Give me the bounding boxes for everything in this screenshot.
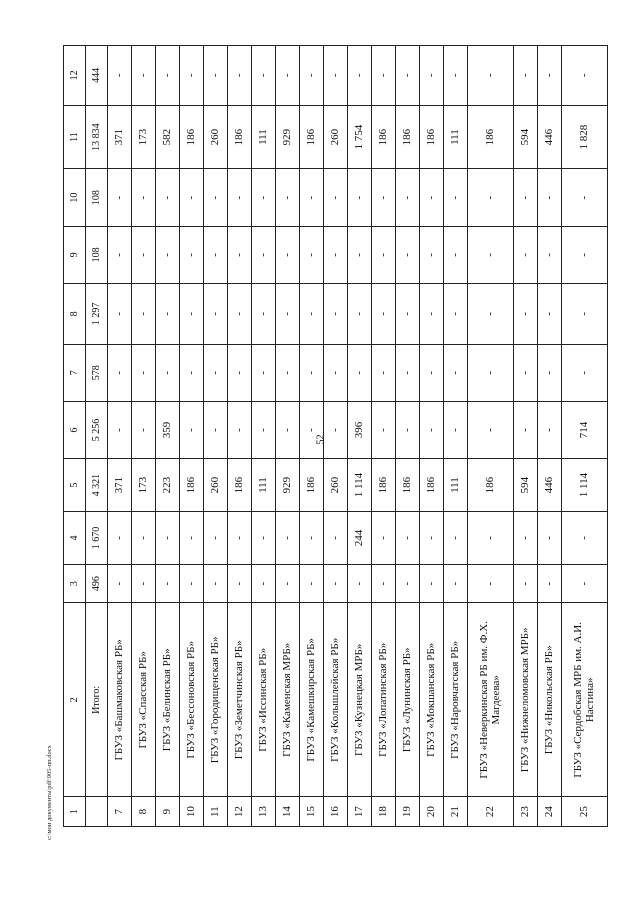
table-row (323, 46, 347, 827)
table-cell: 3 (64, 564, 86, 603)
table-cell: 14 (275, 797, 299, 827)
table-cell: - (323, 344, 347, 401)
table-cell: 108 (85, 169, 107, 226)
table-cell: 21 (443, 797, 467, 827)
table-cell: - (251, 226, 275, 283)
table-cell: - (203, 512, 227, 565)
table-cell: - (203, 564, 227, 603)
table-cell: - (561, 169, 607, 226)
organization-name-cell: ГБУЗ «Колышлейская РБ» (323, 603, 347, 797)
allocation-table (63, 45, 608, 827)
table-row (467, 46, 513, 827)
table-cell: - (537, 564, 561, 603)
table-cell: 24 (537, 797, 561, 827)
table-cell: - (131, 344, 155, 401)
table-cell: - (467, 226, 513, 283)
table-cell: 186 (299, 459, 323, 512)
organization-name-cell: ГБУЗ «Иссинская РБ» (251, 603, 275, 797)
table-cell: 396 (347, 401, 371, 458)
table-cell: 1 828 (561, 105, 607, 169)
table-cell: 594 (513, 105, 537, 169)
table-cell: 260 (203, 459, 227, 512)
table-cell: - (275, 284, 299, 345)
table-cell: - (203, 226, 227, 283)
table-cell: 582 (155, 105, 179, 169)
table-cell: - (251, 564, 275, 603)
table-cell: - (467, 344, 513, 401)
table-cell: - (443, 169, 467, 226)
organization-name-cell: 2 (64, 603, 86, 797)
table-cell: - (179, 344, 203, 401)
table-cell: - (347, 284, 371, 345)
table-row (513, 46, 537, 827)
table-row (275, 46, 299, 827)
table-cell: 186 (371, 459, 395, 512)
table-cell: 12 (64, 46, 86, 106)
table-cell: - (107, 169, 131, 226)
table-cell: 108 (85, 226, 107, 283)
table-cell: - (203, 169, 227, 226)
table-cell: - (347, 564, 371, 603)
table-cell: - (467, 564, 513, 603)
table-cell: - (179, 564, 203, 603)
table-cell: - (131, 284, 155, 345)
table-cell: - (131, 169, 155, 226)
table-cell: - (395, 226, 419, 283)
table-cell: 223 (155, 459, 179, 512)
table-cell: - (419, 401, 443, 458)
table-cell: - (513, 344, 537, 401)
organization-name-cell: ГБУЗ «Наровчатская РБ» (443, 603, 467, 797)
table-cell: 186 (467, 459, 513, 512)
table-cell: 7 (107, 797, 131, 827)
table-cell: - (537, 169, 561, 226)
table-cell: - (419, 226, 443, 283)
table-cell: 186 (419, 105, 443, 169)
table-cell: - (131, 564, 155, 603)
table-cell: 594 (513, 459, 537, 512)
table-cell: - (299, 284, 323, 345)
table-cell: - (179, 512, 203, 565)
table-cell: 17 (347, 797, 371, 827)
table-cell: - (395, 284, 419, 345)
table-cell: - (275, 344, 299, 401)
table-cell: - (227, 226, 251, 283)
table-cell: 371 (107, 105, 131, 169)
table-cell: - (203, 284, 227, 345)
table-cell: 10 (179, 797, 203, 827)
organization-name-cell: ГБУЗ «Сердобская МРБ им. А.И. Настина» (561, 603, 607, 797)
table-cell: - (371, 284, 395, 345)
table-cell: 7 (64, 344, 86, 401)
table-cell: 186 (227, 459, 251, 512)
table-cell: - (251, 46, 275, 106)
table-cell: - (299, 46, 323, 106)
table-cell: - (299, 512, 323, 565)
table-row (419, 46, 443, 827)
table-cell: 446 (537, 459, 561, 512)
table-cell: - (251, 169, 275, 226)
table-cell: - (443, 401, 467, 458)
table-cell: 260 (323, 105, 347, 169)
table-cell: - (323, 169, 347, 226)
header-row (64, 46, 86, 827)
table-cell: - (513, 401, 537, 458)
organization-name-cell: ГБУЗ «Каменская МРБ» (275, 603, 299, 797)
table-cell: 186 (419, 459, 443, 512)
table-cell: 186 (179, 459, 203, 512)
table-cell: - (419, 46, 443, 106)
organization-name-cell: ГБУЗ «Лопатинская РБ» (371, 603, 395, 797)
table-cell: 12 (227, 797, 251, 827)
table-cell: 186 (179, 105, 203, 169)
table-cell: - (419, 344, 443, 401)
table-cell: 11 (64, 105, 86, 169)
table-cell: - (275, 564, 299, 603)
table-cell: - (299, 344, 323, 401)
table-cell: 578 (85, 344, 107, 401)
table-cell: 111 (251, 105, 275, 169)
table-cell: - (227, 564, 251, 603)
table-cell: - (275, 46, 299, 106)
table-cell: - (323, 226, 347, 283)
table-cell: - (513, 284, 537, 345)
table-cell: - (371, 344, 395, 401)
table-cell: - (131, 46, 155, 106)
table-cell: - (395, 169, 419, 226)
table-cell: 13 834 (85, 105, 107, 169)
table-cell: - (371, 226, 395, 283)
table-cell: 260 (203, 105, 227, 169)
table-cell: 8 (64, 284, 86, 345)
table-cell: - (347, 46, 371, 106)
organization-name-cell: ГБУЗ «Неверкинская РБ им. Ф.Х. Магдеева» (467, 603, 513, 797)
organization-name-cell: ГБУЗ «Кузнецкая МРБ» (347, 603, 371, 797)
table-cell: - (467, 401, 513, 458)
table-cell: - (347, 226, 371, 283)
table-cell: - (179, 169, 203, 226)
table-cell: - (299, 226, 323, 283)
table-cell: - (251, 284, 275, 345)
table-cell: - (107, 46, 131, 106)
table-cell: - (107, 284, 131, 345)
table-cell: 186 (371, 105, 395, 169)
table-cell: - (107, 564, 131, 603)
table-cell: 111 (443, 105, 467, 169)
table-row (443, 46, 467, 827)
table-cell: - (513, 46, 537, 106)
table-cell: - (467, 512, 513, 565)
table-row (537, 46, 561, 827)
table-cell: 9 (155, 797, 179, 827)
table-cell: - (227, 169, 251, 226)
table-cell: - (513, 564, 537, 603)
table-cell (85, 797, 107, 827)
table-cell: - (371, 169, 395, 226)
table-cell: - (275, 401, 299, 458)
table-cell: - (107, 512, 131, 565)
table-cell: 244 (347, 512, 371, 565)
table-cell: - (323, 512, 347, 565)
table-cell: 714 (561, 401, 607, 458)
table-cell: 23 (513, 797, 537, 827)
table-cell: 4 321 (85, 459, 107, 512)
table-cell: - (203, 401, 227, 458)
table-row (347, 46, 371, 827)
table-cell: 22 (467, 797, 513, 827)
table-cell: - (155, 169, 179, 226)
table-cell: - (227, 344, 251, 401)
table-cell: 6 (64, 401, 86, 458)
table-cell: - (203, 344, 227, 401)
table-cell: 929 (275, 105, 299, 169)
table-cell: 16 (323, 797, 347, 827)
table-cell: 5 256 (85, 401, 107, 458)
table-cell: - (203, 46, 227, 106)
table-cell: 18 (371, 797, 395, 827)
table-cell: - (323, 564, 347, 603)
table-cell: - (561, 284, 607, 345)
table-cell: - (347, 169, 371, 226)
table-cell: 173 (131, 459, 155, 512)
table-row (179, 46, 203, 827)
table-cell: 260 (323, 459, 347, 512)
table-cell: 359 (155, 401, 179, 458)
table-cell: - (371, 46, 395, 106)
table-cell: 371 (107, 459, 131, 512)
table-cell: - (131, 401, 155, 458)
table-cell: 1 297 (85, 284, 107, 345)
table-cell: 929 (275, 459, 299, 512)
organization-name-cell: ГБУЗ «Камешкирская РБ» (299, 603, 323, 797)
table-cell: - (371, 512, 395, 565)
table-cell: - (443, 284, 467, 345)
table-cell: - (371, 401, 395, 458)
table-cell: - (513, 512, 537, 565)
table-cell: - (227, 401, 251, 458)
table-row (561, 46, 607, 827)
table-cell: - (227, 284, 251, 345)
table-cell: - (537, 46, 561, 106)
table-cell: - (251, 401, 275, 458)
table-cell: 8 (131, 797, 155, 827)
table-cell: - (131, 226, 155, 283)
table-cell: - (179, 284, 203, 345)
table-cell: - (395, 564, 419, 603)
table-cell: - (227, 46, 251, 106)
table-cell: - (179, 226, 203, 283)
table-row (251, 46, 275, 827)
table-cell: - (155, 226, 179, 283)
table-cell: - (395, 46, 419, 106)
table-cell: 173 (131, 105, 155, 169)
table-cell: 10 (64, 169, 86, 226)
table-cell: 5 (64, 459, 86, 512)
table-row (203, 46, 227, 827)
table-cell: - (443, 512, 467, 565)
table-cell: - (537, 401, 561, 458)
table-cell: - (561, 512, 607, 565)
table-row (371, 46, 395, 827)
table-cell: 25 (561, 797, 607, 827)
organization-name-cell: ГБУЗ «Бессоновская РБ» (179, 603, 203, 797)
table-row (299, 46, 323, 827)
table-cell: - (107, 344, 131, 401)
table-cell: - (395, 344, 419, 401)
table-cell: - (155, 512, 179, 565)
organization-name-cell: ГБУЗ «Нижнеломовская МРБ» (513, 603, 537, 797)
table-cell: 11 (203, 797, 227, 827)
organization-name-cell: ГБУЗ «Лунинская РБ» (395, 603, 419, 797)
total-row (85, 46, 107, 827)
organization-name-cell: ГБУЗ «Белинская РБ» (155, 603, 179, 797)
table-cell: 4 (64, 512, 86, 565)
table-cell: - (467, 169, 513, 226)
table-cell: - (299, 169, 323, 226)
table-row (155, 46, 179, 827)
page-number: 52 (315, 434, 327, 445)
table-cell: - (395, 512, 419, 565)
table-cell: - (275, 169, 299, 226)
table-cell: 186 (299, 105, 323, 169)
table-cell: - (537, 226, 561, 283)
table-cell: - (323, 401, 347, 458)
table-cell: 20 (419, 797, 443, 827)
table-cell: 186 (467, 105, 513, 169)
organization-name-cell: ГБУЗ «Спасская РБ» (131, 603, 155, 797)
table-row (395, 46, 419, 827)
table-cell: 446 (537, 105, 561, 169)
table-cell: - (467, 284, 513, 345)
table-cell: - (299, 401, 323, 458)
table-cell: 13 (251, 797, 275, 827)
table-cell: - (155, 284, 179, 345)
table-cell: - (443, 226, 467, 283)
table-cell: 9 (64, 226, 86, 283)
table-cell: - (537, 284, 561, 345)
organization-name-cell: ГБУЗ «Никольская РБ» (537, 603, 561, 797)
table-cell: 496 (85, 564, 107, 603)
table-cell: - (419, 169, 443, 226)
table-cell: - (537, 344, 561, 401)
table-cell: - (467, 46, 513, 106)
table-cell: - (395, 401, 419, 458)
table-cell: 186 (395, 459, 419, 512)
table-cell: - (513, 169, 537, 226)
table-cell: - (251, 512, 275, 565)
table-cell: - (443, 46, 467, 106)
table-cell: - (561, 564, 607, 603)
table-cell: - (371, 564, 395, 603)
table-cell: - (323, 46, 347, 106)
table-cell: - (419, 564, 443, 603)
table-cell: - (275, 512, 299, 565)
table-cell: - (443, 344, 467, 401)
table-cell: 186 (227, 105, 251, 169)
table-cell: - (275, 226, 299, 283)
organization-name-cell: Итого: (85, 603, 107, 797)
table-cell: - (299, 564, 323, 603)
table-cell: 1 670 (85, 512, 107, 565)
table-cell: - (155, 344, 179, 401)
table-cell: - (419, 284, 443, 345)
organization-name-cell: ГБУЗ «Земетчинская РБ» (227, 603, 251, 797)
table-cell: - (561, 226, 607, 283)
table-cell: - (179, 46, 203, 106)
table-cell: 1 (64, 797, 86, 827)
table-cell: 1 114 (561, 459, 607, 512)
table-cell: 1 754 (347, 105, 371, 169)
table-cell: - (155, 46, 179, 106)
table-cell: 1 114 (347, 459, 371, 512)
table-cell: 186 (395, 105, 419, 169)
rotated-table-container (63, 45, 608, 827)
table-cell: - (513, 226, 537, 283)
table-cell: 111 (251, 459, 275, 512)
table-cell: - (537, 512, 561, 565)
table-cell: - (323, 284, 347, 345)
table-cell: - (561, 46, 607, 106)
table-cell: - (131, 512, 155, 565)
table-cell: 444 (85, 46, 107, 106)
table-cell: 111 (443, 459, 467, 512)
table-cell: - (155, 564, 179, 603)
organization-name-cell: ГБУЗ «Городищенская РБ» (203, 603, 227, 797)
table-cell: - (107, 401, 131, 458)
table-cell: - (107, 226, 131, 283)
table-cell: - (179, 401, 203, 458)
table-cell: - (227, 512, 251, 565)
table-row (107, 46, 131, 827)
organization-name-cell: ГБУЗ «Башмаковская РБ» (107, 603, 131, 797)
table-cell: - (443, 564, 467, 603)
table-cell: - (251, 344, 275, 401)
table-cell: 15 (299, 797, 323, 827)
table-row (131, 46, 155, 827)
table-cell: - (347, 344, 371, 401)
table-cell: 19 (395, 797, 419, 827)
table-row (227, 46, 251, 827)
organization-name-cell: ГБУЗ «Мокшанская РБ» (419, 603, 443, 797)
footer-file-path: c:\мои документы\pdf\905-пп.docx (46, 745, 53, 840)
table-cell: - (561, 344, 607, 401)
table-cell: - (419, 512, 443, 565)
